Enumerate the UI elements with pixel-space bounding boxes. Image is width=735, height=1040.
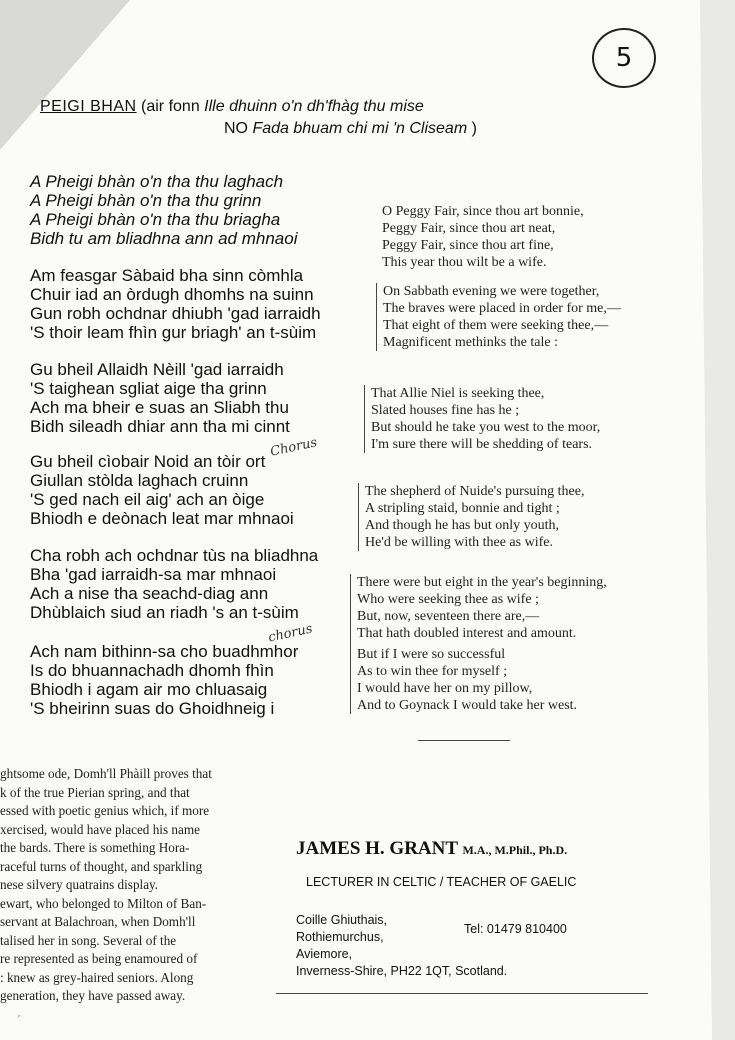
gaelic-verse-6: Ach nam bithinn-sa cho buadhmhor Is do bhuannachadh dhomh fhìn Bhiodh i agam air mo chluasaig 'S bheirinn suas do Ghoidhneig i <box>30 642 299 718</box>
english-end-rule <box>418 740 510 741</box>
author-address: Coille Ghiuthais, Rothiemurchus, Aviemore, Inverness-Shire, PH22 1QT, Scotland. <box>296 913 508 978</box>
gaelic-verse-4: Gu bheil cìobair Noid an tòir ort Giullan stòlda laghach cruinn 'S ged nach eil aig' ach an òige Bhiodh e deònach leat mar mhnaoi <box>30 452 294 528</box>
page-number: 5 <box>592 28 656 88</box>
english-verse-3: That Allie Niel is seeking thee, Slated houses fine has he ; But should he take you west to the moor, I'm sure there will be shedding of tears. <box>364 385 600 453</box>
song-name: PEIGI BHAN <box>40 98 137 115</box>
handwritten-chorus-note-1: Chorus <box>268 435 319 460</box>
gaelic-verse-1: A Pheigi bhàn o'n tha thu laghach A Pheigi bhàn o'n tha thu grinn A Pheigi bhàn o'n tha thu briagha Bidh tu am bliadhna ann ad mhnaoi <box>30 172 298 248</box>
song-title: PEIGI BHAN (air fonn Ille dhuinn o'n dh'fhàg thu mise <box>40 98 424 115</box>
scan-mark: ′ <box>18 1014 21 1025</box>
author-qualifications: M.A., M.Phil., Ph.D. <box>462 843 568 857</box>
english-verse-1: O Peggy Fair, since thou art bonnie, Peggy Fair, since thou art neat, Peggy Fair, since thou art fine, This year thou wilt be a wife. <box>382 204 584 270</box>
gaelic-verse-2: Am feasgar Sàbaid bha sinn còmhla Chuir iad an òrdugh dhomhs na suinn Gun robh ochdnar dhiubh 'gad iarraidh 'S thoir leam fhìn gur briagh' an t-sùim <box>30 266 321 342</box>
author-title: LECTURER IN CELTIC / TEACHER OF GAELIC <box>306 875 577 889</box>
book-excerpt: ghtsome ode, Domh'll Phàill proves that k of the true Pierian spring, and that essed with poetic genius which, if more xercised, would have placed his name the bards. There is something Hora- raceful turns of thought, and sparkling nese silvery quatrains display. ewart, who belonged to Milton of Ban- servant at Balachroan, when Domh'll talised her in song. Several of the re represented as being enamoured of : knew as grey-haired seniors. Along generation, they have passed away. <box>0 766 212 1003</box>
gaelic-verse-5: Cha robh ach ochdnar tùs na bliadhna Bha 'gad iarraidh-sa mar mhnaoi Ach a nise tha seachd-diag ann Dhùblaich siud an riadh 's an t-sùim <box>30 546 319 622</box>
handwritten-chorus-note-2: chorus <box>266 621 314 646</box>
song-subtitle: NO Fada bhuam chi mi 'n Cliseam ) <box>224 120 477 137</box>
author-telephone: Tel: 01479 810400 <box>464 922 567 936</box>
english-verse-5: There were but eight in the year's beginning, Who were seeking thee as wife ; But, now, seventeen there are,— That hath doubled interest and amount. But if I were so successful As to win thee for myself ; I would have her on my pillow, And to Goynack I would take her west. <box>350 574 607 714</box>
author-name: JAMES H. GRANT M.A., M.Phil., Ph.D. <box>296 838 568 859</box>
english-verse-4: The shepherd of Nuide's pursuing thee, A stripling staid, bonnie and tight ; And though he has but only youth, He'd be willing with thee as wife. <box>358 483 584 551</box>
gaelic-verse-3: Gu bheil Allaidh Nèill 'gad iarraidh 'S taighean sgliat aige tha grinn Ach ma bheir e suas an Sliabh thu Bidh sileadh dhiar ann tha mi cinnt <box>30 360 290 436</box>
english-verse-2: On Sabbath evening we were together, The braves were placed in order for me,— That eight of them were seeking thee,— Magnificent methinks the tale : <box>376 283 621 351</box>
contact-bottom-rule <box>276 993 648 994</box>
